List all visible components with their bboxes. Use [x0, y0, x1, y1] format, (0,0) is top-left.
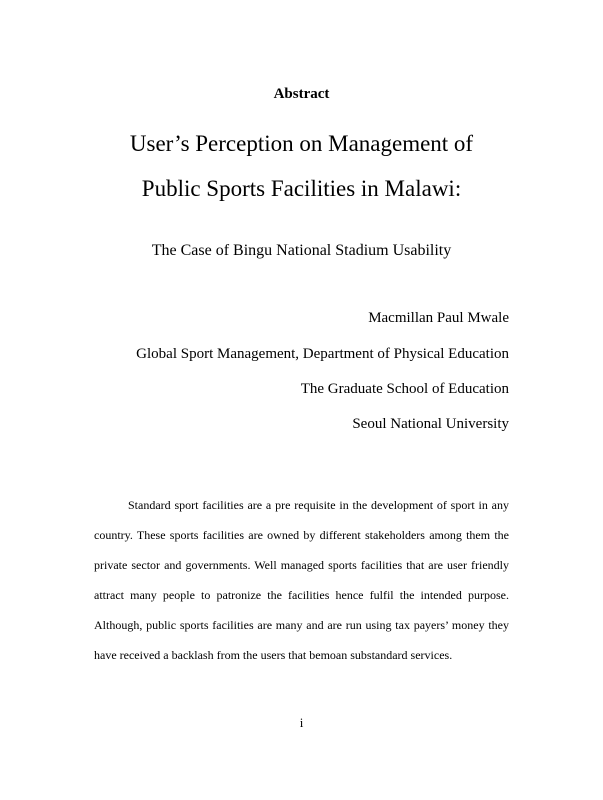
- author-name: Macmillan Paul Mwale: [368, 310, 509, 326]
- page-number: i: [299, 715, 304, 730]
- title-line-1: User’s Perception on Management of: [129, 131, 474, 156]
- abstract-paragraph: Standard sport facilities are a pre requisite in the development of sport in any country. These sports facilities are owned by different stakeholders among them the private sector and governments. Well managed sports facilities that are user friendly attract many people to patronize the facilities hence fulfil the intended purpose. Although, public sports facilities are many and are run using tax payers’ money they have received a backlash from the users that bemoan substandard services.: [94, 498, 509, 662]
- affiliation-department: Global Sport Management, Department of Physical Education: [136, 346, 509, 362]
- document-subtitle: The Case of Bingu National Stadium Usability: [151, 242, 452, 259]
- title-line-2: Public Sports Facilities in Malawi:: [141, 176, 462, 201]
- affiliation-school: The Graduate School of Education: [300, 381, 509, 397]
- document-title: [94, 121, 509, 211]
- abstract-heading: Abstract: [273, 86, 330, 102]
- affiliation-university: Seoul National University: [352, 416, 509, 432]
